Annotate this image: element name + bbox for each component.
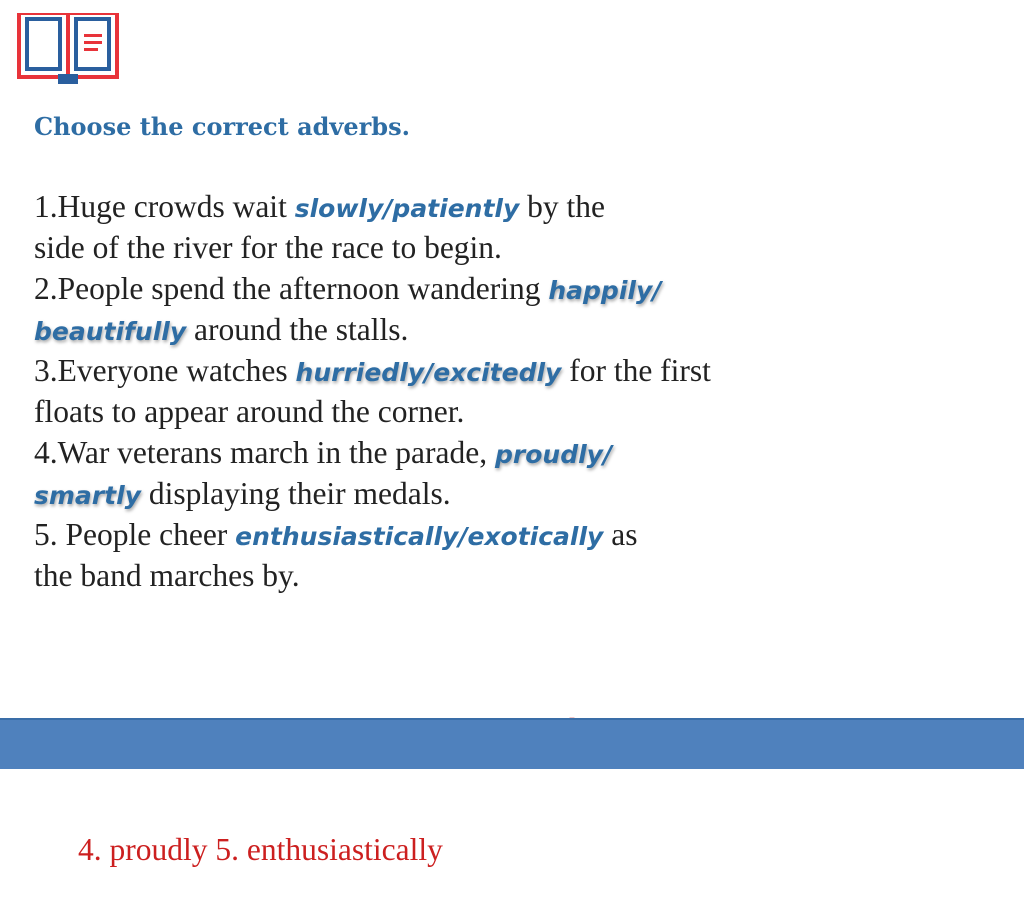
adverb-choice: beautifully [34,317,187,346]
answer-key [78,630,601,910]
line-text: side of the river for the race to begin. [34,230,502,265]
exercise-line-8 [34,473,1014,514]
line-text: displaying their medals. [140,476,451,511]
line-text: 5. People cheer [34,517,236,552]
footer-bar [0,718,1024,769]
exercise-line-6 [34,391,1014,432]
adverb-choice: proudly/ [495,440,613,469]
adverb-choice: smartly [34,481,141,510]
line-text: the band marches by. [34,558,300,593]
exercise-line-9 [34,514,1014,555]
open-book-icon [16,12,120,86]
adverb-choice: hurriedly/excitedly [295,358,562,387]
exercise-line-3 [34,268,1014,309]
exercise-line-4 [34,309,1014,350]
exercise-line-1 [34,186,1014,227]
exercise-line-7 [34,432,1014,473]
line-text: as [603,517,638,552]
adverb-choice: enthusiastically/exotically [235,522,604,551]
adverb-choice: slowly/patiently [294,194,520,223]
line-text: 2.People spend the afternoon wandering [34,271,549,306]
line-text: 4.War veterans march in the parade, [34,435,495,470]
exercise-line-2 [34,227,1014,268]
line-text: 3.Everyone watches [34,353,296,388]
exercise-text [34,186,1014,596]
line-text: floats to appear around the corner. [34,394,465,429]
adverb-choice: happily/ [548,276,662,305]
line-text: by the [519,189,606,224]
line-text: around the stalls. [186,312,409,347]
answer-key-line-2: 4. proudly 5. enthusiastically [78,832,443,867]
exercise-line-5 [34,350,1014,391]
exercise-title: Choose the correct adverbs. [34,112,410,141]
exercise-line-10 [34,555,1014,596]
line-text: 1.Huge crowds wait [34,189,295,224]
line-text: for the first [561,353,711,388]
